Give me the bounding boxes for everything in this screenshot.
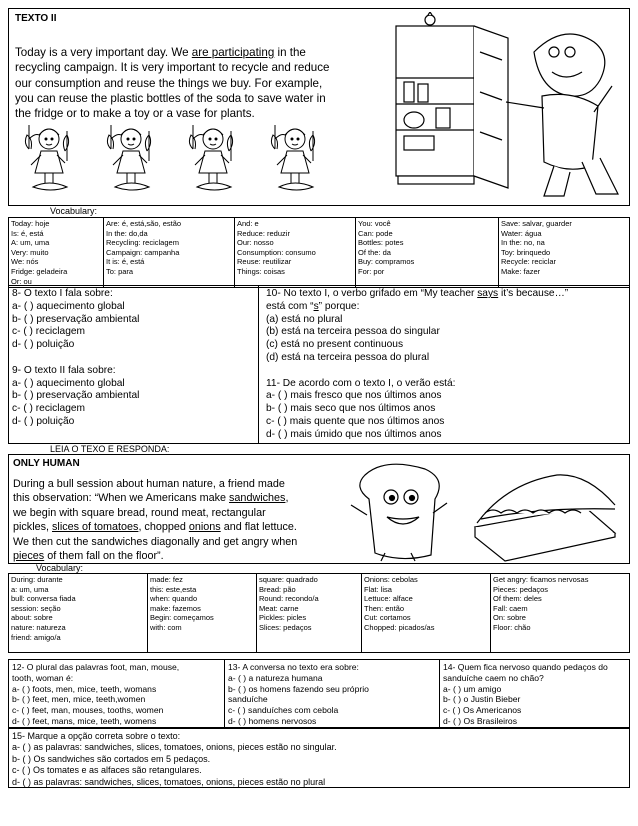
vocab-entry: During: durante: [11, 575, 63, 584]
vocab-column: [257, 574, 362, 653]
text-line: [12, 403, 139, 416]
vocab-entry: Get angry: ficamos nervosas: [493, 575, 589, 584]
text-segment: pickles,: [13, 521, 53, 534]
vocab-entry: Things: coisas: [237, 266, 285, 276]
children-plants-illustration: [19, 121, 349, 205]
text-line: [266, 288, 568, 301]
text-segment: and flat lettuce.: [220, 521, 297, 534]
text-line: c- ( ) Os tomates e as alfaces são retangulares.: [12, 765, 202, 776]
vocabulary-table-text-ii: [8, 217, 630, 288]
text-line: a- ( ) a natureza humana: [228, 672, 323, 683]
text-segment: ,: [285, 492, 289, 505]
vocab-entry: Fall: caem: [493, 603, 528, 613]
text-segment: a- ( ) mais fresco que nos últimos anos: [266, 390, 442, 402]
only-human-section: [8, 454, 630, 564]
question-12: [12, 662, 179, 727]
text-line: c- ( ) feet, man, mouses, tooths, women: [12, 705, 164, 716]
text-segment: 9- O texto II fala sobre:: [12, 364, 116, 376]
underlined-text: s: [313, 300, 319, 312]
text-segment: (d) está na terceira pessoa do plural: [266, 351, 430, 363]
text-line: [15, 91, 355, 106]
text-line: c- ( ) sanduíches com cebola: [228, 705, 339, 716]
vocab-entry: Flat: lisa: [364, 584, 392, 594]
text-line: [13, 535, 343, 549]
vocab-entry: Campaign: campanha: [106, 247, 180, 257]
vocab-entry: Of the: da: [358, 247, 391, 257]
text-line: [13, 491, 343, 505]
text-line: [266, 416, 568, 429]
underlined-text: slices of tomatoes: [52, 521, 139, 534]
vocab-entry: On: sobre: [493, 613, 526, 623]
vocab-entry: Can: pode: [358, 228, 393, 238]
vocab-entry: To: para: [106, 266, 134, 276]
vocab-entry: this: este,esta: [150, 584, 197, 594]
vocab-entry: Bottles: potes: [358, 238, 404, 248]
vocab-entry: A: um, uma: [11, 238, 50, 248]
text-segment: in the: [274, 46, 306, 59]
text-segment: Today is a very important day. We: [15, 46, 192, 59]
question-14: [443, 662, 608, 727]
vocab-entry: square: quadrado: [259, 575, 318, 584]
vocab-entry: You: você: [358, 219, 391, 228]
text-segment: b- ( ) preservação ambiental: [12, 313, 140, 325]
text-line: [266, 314, 568, 327]
text-line: 13- A conversa no texto era sobre:: [228, 662, 359, 672]
vocab-column: [356, 218, 499, 288]
vocab-entry: Begin: começamos: [150, 613, 214, 623]
vocab-entry: Bread: pão: [259, 584, 296, 594]
vocab-column: [9, 574, 148, 653]
vocab-entry: Our: nosso: [237, 238, 274, 248]
text-line: [15, 60, 355, 75]
text-segment: a- ( ) aquecimento global: [12, 300, 125, 312]
vocab-entry: In the: no, na: [501, 238, 545, 248]
text-line: d- ( ) Os Brasileiros: [443, 715, 518, 726]
vocab-entry: Or: ou: [11, 276, 32, 286]
text-segment: 10- No texto I, o verbo grifado em “My teacher: [266, 288, 478, 299]
vocab-column: [148, 574, 257, 653]
vocab-entry: Save: salvar, guarder: [501, 219, 572, 228]
vocab-entry: a: um, uma: [11, 584, 49, 594]
text-segment: c- ( ) reciclagem: [12, 403, 86, 415]
text-line: [13, 549, 343, 563]
text-segment: the fridge or to make a toy or a vase for plants.: [15, 107, 255, 121]
vocab-entry: Make: fazer: [501, 266, 541, 276]
question-15-text: [12, 731, 337, 788]
text-line: a- ( ) as palavras: sandwiches, slices, tomatoes, onions, pieces estão no singular.: [12, 742, 337, 753]
text-line: [266, 365, 568, 378]
text-segment: our consumption and reuse the things we buy. For example,: [15, 76, 323, 90]
vocab-entry: In the: do,da: [106, 228, 148, 238]
text-line: [13, 506, 343, 520]
vocab-entry: make: fazemos: [150, 603, 201, 613]
text-line: tooth, woman é:: [12, 672, 74, 683]
vocab-entry: Fridge: geladeira: [11, 266, 68, 276]
text-segment: During a bull session about human nature, a friend made: [13, 478, 285, 490]
text-line: b- ( ) feet, men, mice, teeth,women: [12, 694, 146, 705]
text-segment: 8- O texto I fala sobre:: [12, 288, 113, 299]
text-line: a- ( ) foots, men, mice, teeth, womans: [12, 683, 157, 694]
text-segment: d- ( ) poluição: [12, 339, 75, 351]
only-human-paragraph: [13, 477, 343, 563]
vocab-column: [491, 574, 630, 653]
text-line: [266, 301, 568, 314]
text-line: [15, 106, 355, 121]
vocabulary-table-only-human: [8, 573, 630, 653]
text-segment: b- ( ) mais seco que nos últimos anos: [266, 403, 436, 415]
text-line: [12, 339, 139, 352]
text-line: d- ( ) homens nervosos: [228, 715, 317, 726]
text-segment: We then cut the sandwiches diagonally and get angry when: [13, 535, 298, 548]
underlined-text: pieces: [13, 550, 45, 563]
vocab-entry: Slices: pedaços: [259, 622, 312, 632]
text-line: 14- Quem fica nervoso quando pedaços do: [443, 662, 608, 672]
vocab-entry: Reuse: reutilizar: [237, 257, 292, 267]
text-segment: 11- De acordo com o texto I, o verão está:: [266, 377, 456, 389]
vocab-entry: Pickles: picles: [259, 613, 307, 623]
vocab-entry: Reduce: reduzir: [237, 228, 290, 238]
text-ii-section: [8, 8, 630, 206]
underlined-text: says: [477, 288, 499, 299]
question-13: [228, 662, 369, 727]
text-segment: , chopped: [138, 521, 189, 534]
vocab-column: [9, 218, 104, 288]
text-line: a- ( ) um amigo: [443, 683, 502, 694]
text-line: b- ( ) o Justin Bieber: [443, 694, 521, 705]
vocab-entry: Floor: chão: [493, 622, 531, 632]
text-line: b- ( ) os homens fazendo seu próprio: [228, 683, 369, 694]
vocab-entry: It is: é, está: [106, 257, 145, 267]
vocab-entry: Consumption: consumo: [237, 247, 316, 257]
vocab-entry: nature: natureza: [11, 622, 66, 632]
vocab-entry: Lettuce: alface: [364, 594, 413, 604]
vocab-entry: Round: recondo/a: [259, 594, 319, 604]
vocab-entry: Water: água: [501, 228, 542, 238]
text-line: b- ( ) Os sandwiches são cortados em 5 pedaços.: [12, 753, 211, 764]
sandwich-illustration: [345, 457, 629, 563]
text-line: [13, 477, 343, 491]
text-line: [12, 378, 139, 391]
text-ii-title: TEXTO II: [15, 13, 57, 24]
text-segment: you can reuse the plastic bottles of the soda to save water in: [15, 91, 326, 105]
vocab-entry: about: sobre: [11, 613, 53, 623]
text-line: [12, 352, 139, 365]
questions-12-14: [8, 659, 630, 728]
vocab-column: [104, 218, 235, 288]
vocab-entry: Are: é, está,são, estão: [106, 219, 182, 228]
text-segment: (c) está no present continuous: [266, 339, 404, 351]
vocab-entry: Very: muito: [11, 247, 49, 257]
text-line: 15- Marque a opção correta sobre o texto:: [12, 731, 181, 741]
text-segment: c- ( ) reciclagem: [12, 326, 86, 338]
vocabulary-label: Vocabulary:: [36, 563, 84, 573]
text-line: [12, 416, 139, 429]
text-segment: ” porque:: [318, 300, 360, 312]
vocab-entry: Buy: compramos: [358, 257, 415, 267]
questions-8-9: [12, 288, 139, 429]
text-line: sanduíche caem no chão?: [443, 672, 544, 683]
text-line: [12, 365, 139, 378]
vocab-entry: For: por: [358, 266, 385, 276]
read-instruction: LEIA O TEXO E RESPONDA:: [50, 444, 170, 454]
text-line: [12, 326, 139, 339]
text-line: [12, 314, 139, 327]
vocab-entry: Cut: cortamos: [364, 613, 411, 623]
questions-8-11: [8, 285, 630, 444]
text-line: [266, 429, 568, 442]
vocab-entry: We: nós: [11, 257, 39, 267]
vocab-entry: with: com: [150, 622, 182, 632]
text-segment: d- ( ) mais úmido que nos últimos anos: [266, 428, 442, 440]
text-line: c- ( ) Os Americanos: [443, 705, 522, 716]
vocab-entry: Onions: cebolas: [364, 575, 418, 584]
vocab-entry: bull: conversa fiada: [11, 594, 76, 604]
text-ii-paragraph: [15, 45, 355, 121]
text-line: [15, 76, 355, 91]
text-line: d- ( ) as palavras: sandwiches, slices, tomatoes, onions, pieces estão no plural: [12, 776, 326, 787]
text-segment: (a) está no plural: [266, 313, 343, 325]
text-segment: recycling campaign. It is very important to recycle and reduce: [15, 61, 330, 75]
text-line: [266, 339, 568, 352]
text-line: [13, 520, 343, 534]
text-segment: this observation: “When we Americans make: [13, 492, 230, 505]
vocab-entry: when: quando: [150, 594, 198, 604]
vocab-entry: And: e: [237, 219, 259, 228]
vocab-column: [362, 574, 491, 653]
vocab-entry: Recycling: reciclagem: [106, 238, 179, 248]
text-line: [266, 403, 568, 416]
text-segment: we begin with square bread, round meat, rectangular: [13, 506, 266, 519]
text-line: 12- O plural das palavras foot, man, mouse,: [12, 662, 180, 672]
questions-10-11: [266, 288, 568, 442]
text-line: d- ( ) feet, mans, mice, teeth, womens: [12, 715, 157, 726]
text-segment: b- ( ) preservação ambiental: [12, 390, 140, 402]
text-line: [266, 378, 568, 391]
question-15: [8, 728, 630, 788]
text-segment: d- ( ) poluição: [12, 415, 75, 427]
vocab-entry: Chopped: picados/as: [364, 622, 435, 632]
text-line: [12, 390, 139, 403]
vocab-entry: Pieces: pedaços: [493, 584, 549, 594]
vocab-entry: Toy: brinquedo: [501, 247, 551, 257]
vocabulary-label: Vocabulary:: [50, 206, 98, 216]
text-line: [266, 390, 568, 403]
text-line: [266, 352, 568, 365]
text-segment: a- ( ) aquecimento global: [12, 377, 125, 389]
vocab-column: [235, 218, 356, 288]
vocab-entry: Of them: deles: [493, 594, 542, 604]
vocab-column: [499, 218, 630, 288]
vocab-entry: Is: é, está: [11, 228, 44, 238]
only-human-title: ONLY HUMAN: [13, 458, 80, 469]
text-line: sanduíche: [228, 694, 268, 705]
vocab-entry: made: fez: [150, 575, 183, 584]
underlined-text: sandwiches: [229, 492, 286, 505]
text-segment: c- ( ) mais quente que nos últimos anos: [266, 415, 445, 427]
vocab-entry: friend: amigo/a: [11, 632, 61, 642]
fridge-character-illustration: [384, 12, 628, 204]
text-segment: of them fall on the floor”.: [44, 550, 164, 563]
text-line: [12, 288, 139, 301]
vocab-entry: Then: então: [364, 603, 405, 613]
vocab-entry: session: seção: [11, 603, 61, 613]
text-segment: it’s because…”: [498, 288, 569, 299]
underlined-text: are participating: [191, 46, 275, 59]
text-segment: (b) está na terceira pessoa do singular: [266, 326, 440, 338]
text-line: [12, 301, 139, 314]
text-line: [266, 326, 568, 339]
text-line: [15, 45, 355, 60]
underlined-text: onions: [188, 521, 221, 534]
vocab-entry: Meat: carne: [259, 603, 299, 613]
vocab-entry: Recycle: reciclar: [501, 257, 557, 267]
vocab-entry: Today: hoje: [11, 219, 50, 228]
text-segment: está com “: [266, 300, 314, 312]
